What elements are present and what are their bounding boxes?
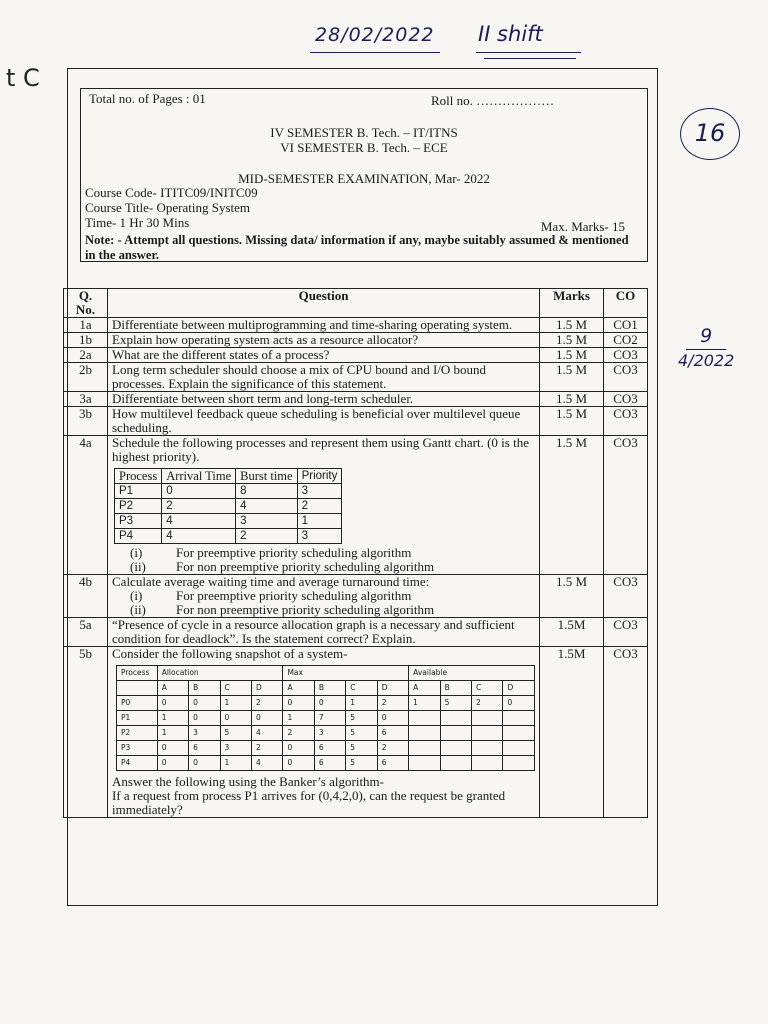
bankers-row: [117, 741, 535, 756]
question-marks: 1.5M: [540, 647, 604, 818]
corner-mark: t C: [6, 64, 40, 92]
bankers-cell: 0: [189, 696, 220, 711]
score-circle: [680, 108, 740, 160]
bankers-cell: 5: [346, 711, 377, 726]
bankers-process: P4: [117, 756, 158, 771]
bankers-cell: 0: [189, 711, 220, 726]
question-number: 5a: [64, 618, 108, 647]
questions-table: [63, 288, 648, 818]
bankers-cell: 6: [189, 741, 220, 756]
question-marks: 1.5 M: [540, 348, 604, 363]
question-marks: 1.5 M: [540, 392, 604, 407]
question-cell-4b: [108, 575, 540, 618]
bankers-cell: 0: [157, 741, 188, 756]
header-question: Question: [108, 289, 540, 318]
bankers-cell: [440, 741, 471, 756]
bankers-cell: 1: [346, 696, 377, 711]
question-text: Differentiate between short term and long-term scheduler.: [108, 392, 540, 407]
exam-header: [80, 88, 648, 262]
bankers-max-header: Max: [283, 666, 409, 681]
table-row: [64, 333, 648, 348]
bankers-cell: 3: [220, 741, 251, 756]
bankers-cell: 0: [251, 711, 282, 726]
table-row: [64, 392, 648, 407]
question-marks: 1.5 M: [540, 407, 604, 436]
process-col-header: Priority: [297, 469, 342, 484]
bankers-letter: A: [283, 681, 314, 696]
question-co: CO1: [604, 318, 648, 333]
bankers-letter: C: [472, 681, 503, 696]
bankers-letter: C: [220, 681, 251, 696]
question-co: CO3: [604, 575, 648, 618]
bankers-cell: 4: [251, 726, 282, 741]
process-cell: 2: [236, 529, 297, 544]
process-table: [114, 468, 342, 544]
question-marks: 1.5 M: [540, 436, 604, 575]
bankers-letter: A: [157, 681, 188, 696]
question-text: Long term scheduler should choose a mix of CPU bound and I/O bound processes. Explain the significance of this statement.: [108, 363, 540, 392]
bankers-letter: B: [440, 681, 471, 696]
bankers-process: P1: [117, 711, 158, 726]
course-code: Course Code- ITITC09/INITC09: [85, 185, 258, 200]
bankers-cell: 2: [377, 741, 408, 756]
question-marks: 1.5 M: [540, 575, 604, 618]
question-cell-5b: [108, 647, 540, 818]
bankers-letter: A: [409, 681, 440, 696]
bankers-cell: 6: [377, 726, 408, 741]
process-row: [115, 484, 342, 499]
bankers-cell: [409, 726, 440, 741]
process-cell: 4: [162, 514, 236, 529]
bankers-cell: 5: [346, 756, 377, 771]
process-row: [115, 529, 342, 544]
process-table-header: [115, 469, 342, 484]
bankers-cell: [503, 741, 535, 756]
bankers-cell: 3: [314, 726, 345, 741]
bankers-cell: 1: [157, 711, 188, 726]
process-cell: P2: [115, 499, 162, 514]
bankers-cell: 7: [314, 711, 345, 726]
table-row: [64, 318, 648, 333]
header-marks: Marks: [540, 289, 604, 318]
question-text: Differentiate between multiprogramming and time-sharing operating system.: [108, 318, 540, 333]
bankers-cell: 5: [220, 726, 251, 741]
subpart-number: (ii): [130, 602, 146, 617]
bankers-cell: [440, 756, 471, 771]
bankers-cell: [409, 741, 440, 756]
q5b-instruction: Answer the following using the Banker’s algorithm-: [112, 774, 384, 789]
process-cell: 1: [297, 514, 342, 529]
bankers-cell: 0: [157, 756, 188, 771]
bankers-cell: [409, 711, 440, 726]
course-title: Course Title- Operating System: [85, 200, 251, 215]
total-pages: Total no. of Pages : 01: [89, 91, 206, 106]
bankers-process: P2: [117, 726, 158, 741]
bankers-letter: D: [377, 681, 408, 696]
bankers-cell: 6: [377, 756, 408, 771]
question-co: CO3: [604, 618, 648, 647]
bankers-cell: 0: [283, 756, 314, 771]
roll-number: Roll no. ………………: [431, 93, 555, 108]
bankers-cell: 1: [283, 711, 314, 726]
bankers-cell: 5: [346, 741, 377, 756]
process-cell: 4: [162, 529, 236, 544]
bankers-cell: 6: [314, 741, 345, 756]
bankers-cell: 2: [251, 741, 282, 756]
question-number: 4b: [64, 575, 108, 618]
question-number: 2b: [64, 363, 108, 392]
process-cell: 4: [236, 499, 297, 514]
bankers-process: P3: [117, 741, 158, 756]
semester-line-1: IV SEMESTER B. Tech. – IT/ITNS: [270, 125, 458, 140]
subpart-text: For non preemptive priority scheduling algorithm: [176, 602, 435, 617]
bankers-cell: 4: [251, 756, 282, 771]
question-cell-4a: [108, 436, 540, 575]
bankers-cell: 1: [157, 726, 188, 741]
process-cell: 3: [297, 529, 342, 544]
bankers-cell: 2: [472, 696, 503, 711]
subpart: [112, 589, 535, 603]
question-text: Schedule the following processes and represent them using Gantt chart. (0 is the highest priority).: [112, 435, 529, 464]
process-cell: 8: [236, 484, 297, 499]
handwritten-signature: [678, 326, 734, 369]
bankers-letter-row: [117, 681, 535, 696]
question-number: 2a: [64, 348, 108, 363]
table-row: [64, 575, 648, 618]
subpart-number: (i): [130, 545, 143, 560]
bankers-cell: [472, 741, 503, 756]
subpart-text: For preemptive priority scheduling algorithm: [176, 588, 412, 603]
question-number: 1b: [64, 333, 108, 348]
exam-note: Note: - Attempt all questions. Missing data/ information if any, maybe suitably assumed & mentioned in the answer.: [85, 233, 629, 262]
bankers-row: [117, 711, 535, 726]
question-number: 3b: [64, 407, 108, 436]
process-cell: 3: [236, 514, 297, 529]
table-row: [64, 407, 648, 436]
bankers-allocation-header: Allocation: [157, 666, 283, 681]
question-number: 4a: [64, 436, 108, 575]
bankers-letter: D: [251, 681, 282, 696]
bankers-cell: 1: [409, 696, 440, 711]
process-cell: 2: [297, 499, 342, 514]
signature-rule: [686, 349, 726, 350]
subpart-text: For preemptive priority scheduling algorithm: [176, 545, 412, 560]
bankers-cell: [503, 726, 535, 741]
header-qno: Q. No.: [64, 289, 108, 318]
question-marks: 1.5 M: [540, 333, 604, 348]
subpart: [112, 603, 535, 617]
question-text: How multilevel feedback queue scheduling is beneficial over multilevel queue scheduling.: [108, 407, 540, 436]
question-co: CO3: [604, 363, 648, 392]
bankers-process-header: Process: [117, 666, 158, 681]
question-text: Consider the following snapshot of a system-: [112, 646, 348, 661]
process-row: [115, 514, 342, 529]
signature-date: 4/2022: [678, 350, 735, 370]
header-co: CO: [604, 289, 648, 318]
exam-title: MID-SEMESTER EXAMINATION, Mar- 2022: [238, 171, 490, 186]
question-text: “Presence of cycle in a resource allocation graph is a necessary and sufficient condition for deadlock”. Is the statement correct? Explain.: [108, 618, 540, 647]
bankers-cell: 6: [314, 756, 345, 771]
question-number: 5b: [64, 647, 108, 818]
bankers-available-header: Available: [409, 666, 535, 681]
q5b-question: If a request from process P1 arrives for (0,4,2,0), can the request be granted immediately?: [112, 788, 506, 817]
bankers-cell: 2: [251, 696, 282, 711]
question-number: 1a: [64, 318, 108, 333]
question-number: 3a: [64, 392, 108, 407]
table-row: [64, 647, 648, 818]
process-col-header: Process: [115, 469, 162, 484]
bankers-cell: [409, 756, 440, 771]
bankers-cell: 0: [283, 741, 314, 756]
bankers-cell: 2: [377, 696, 408, 711]
subpart-number: (i): [130, 588, 143, 603]
question-co: CO3: [604, 436, 648, 575]
bankers-table: [116, 665, 535, 771]
bankers-cell: 3: [189, 726, 220, 741]
question-text: What are the different states of a process?: [108, 348, 540, 363]
process-cell: 0: [162, 484, 236, 499]
bankers-cell: 0: [314, 696, 345, 711]
bankers-cell: 0: [189, 756, 220, 771]
bankers-letter: D: [503, 681, 535, 696]
question-marks: 1.5 M: [540, 363, 604, 392]
handwritten-underline: [310, 52, 440, 53]
bankers-cell: [503, 756, 535, 771]
bankers-cell: 1: [220, 696, 251, 711]
bankers-cell: 0: [503, 696, 535, 711]
bankers-letter: B: [189, 681, 220, 696]
bankers-cell: 0: [157, 696, 188, 711]
bankers-cell: [472, 711, 503, 726]
bankers-cell: 0: [283, 696, 314, 711]
score-value: 16: [694, 119, 726, 147]
question-co: CO3: [604, 348, 648, 363]
bankers-row: [117, 756, 535, 771]
handwritten-date: 28/02/2022: [315, 24, 435, 46]
table-row: [64, 363, 648, 392]
table-header-row: [64, 289, 648, 318]
bankers-group-header: [117, 666, 535, 681]
bankers-cell: 0: [377, 711, 408, 726]
bankers-cell: 5: [440, 696, 471, 711]
process-cell: P4: [115, 529, 162, 544]
process-col-header: Arrival Time: [162, 469, 236, 484]
process-cell: 2: [162, 499, 236, 514]
table-row: [64, 618, 648, 647]
bankers-cell: [440, 726, 471, 741]
question-co: CO3: [604, 392, 648, 407]
subpart: [112, 560, 535, 574]
subpart-text: For non preemptive priority scheduling algorithm: [176, 559, 435, 574]
question-co: CO3: [604, 647, 648, 818]
bankers-cell: [440, 711, 471, 726]
bankers-cell: [503, 711, 535, 726]
bankers-cell: 5: [346, 726, 377, 741]
bankers-letter: C: [346, 681, 377, 696]
question-text: Calculate average waiting time and average turnaround time:: [112, 574, 430, 589]
table-row: [64, 436, 648, 575]
signature-number: 9: [700, 325, 713, 347]
max-marks: Max. Marks- 15: [540, 219, 625, 234]
question-co: CO3: [604, 407, 648, 436]
process-row: [115, 499, 342, 514]
bankers-cell: [117, 681, 158, 696]
handwritten-shift: II shift: [478, 22, 543, 46]
bankers-cell: [472, 756, 503, 771]
bankers-row: [117, 696, 535, 711]
handwritten-underline: [476, 52, 581, 53]
bankers-letter: B: [314, 681, 345, 696]
subpart-number: (ii): [130, 559, 146, 574]
bankers-row: [117, 726, 535, 741]
process-cell: P3: [115, 514, 162, 529]
process-cell: P1: [115, 484, 162, 499]
question-marks: 1.5M: [540, 618, 604, 647]
bankers-cell: [472, 726, 503, 741]
subpart: [112, 546, 535, 560]
bankers-cell: 0: [220, 711, 251, 726]
process-cell: 3: [297, 484, 342, 499]
bankers-process: P0: [117, 696, 158, 711]
question-text: Explain how operating system acts as a resource allocator?: [108, 333, 540, 348]
bankers-cell: 2: [283, 726, 314, 741]
question-marks: 1.5 M: [540, 318, 604, 333]
handwritten-underline: [484, 58, 576, 59]
bankers-cell: 1: [220, 756, 251, 771]
semester-line-2: VI SEMESTER B. Tech. – ECE: [280, 140, 448, 155]
table-row: [64, 348, 648, 363]
exam-time: Time- 1 Hr 30 Mins: [85, 215, 190, 230]
process-col-header: Burst time: [236, 469, 297, 484]
question-co: CO2: [604, 333, 648, 348]
